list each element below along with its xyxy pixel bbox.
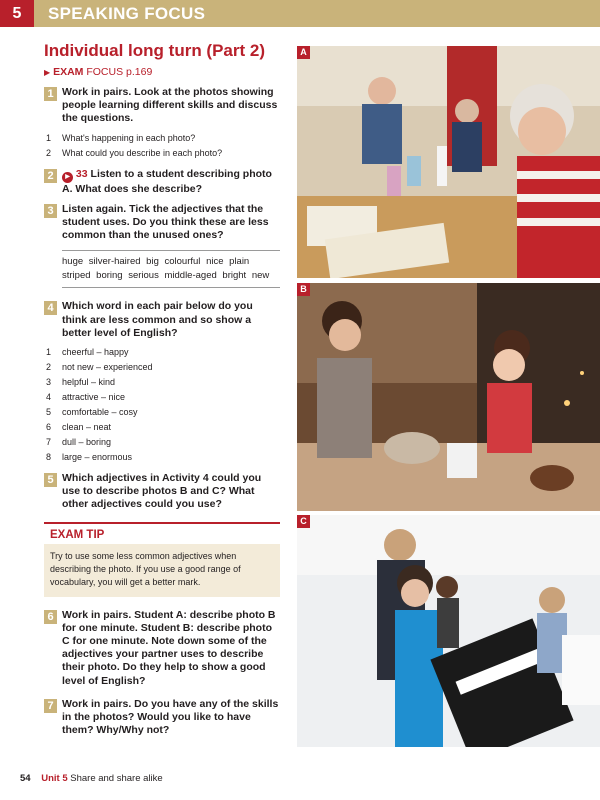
photo-label: A [297, 46, 310, 59]
adjective: plain [229, 256, 250, 268]
adjective: new [251, 270, 270, 282]
list-item [44, 360, 280, 375]
page-number: 54 [20, 773, 31, 784]
item-number: 4 [46, 392, 52, 403]
triangle-icon: ▶ [44, 68, 51, 77]
item-text: helpful – kind [62, 377, 116, 388]
exam-focus-text: FOCUS p.169 [86, 66, 153, 78]
list-item [44, 345, 280, 360]
audio-play-icon[interactable]: ▶ [62, 172, 73, 183]
exam-tip-text: Try to use some less common adjectives when describing the photo. If you use a good range of vocabulary, you will get a better mark. [50, 550, 241, 587]
footer-unit: Unit 5 [41, 773, 68, 784]
exam-tip-title: EXAM TIP [44, 522, 280, 544]
item-number: 8 [46, 452, 52, 463]
list-item [44, 435, 280, 450]
adjective: bright [222, 270, 247, 282]
exam-focus-bold: EXAM [53, 66, 84, 78]
list-item [44, 146, 280, 161]
baking-illustration [297, 283, 600, 511]
exam-focus-reference [44, 66, 280, 78]
footer-unit-title: Share and share alike [70, 773, 163, 784]
item-number: 3 [46, 377, 52, 388]
activity-3 [44, 203, 280, 243]
activity-number: 6 [44, 610, 57, 624]
activity-5 [44, 472, 280, 512]
activity-number: 5 [44, 473, 57, 487]
list-item [44, 131, 280, 146]
adjective: serious [128, 270, 159, 282]
activity-text: Listen to a student describing photo A. What does she describe? [62, 167, 272, 195]
item-text: cheerful – happy [62, 347, 129, 358]
page-footer [20, 773, 163, 784]
item-number: 1 [46, 132, 52, 143]
photo-label: B [297, 283, 310, 296]
adjective: nice [206, 256, 224, 268]
audio-track-number: 33 [75, 167, 88, 180]
activity-instruction: Work in pairs. Student A: describe photo B for one minute. Student B: describe photo C for one minute. Note down some of the adjectives your partner uses to describe their photo. Do they help to show a good level of English? [62, 608, 276, 687]
adjective: silver-haired [88, 256, 141, 268]
activity-instruction [62, 168, 280, 196]
activity-instruction: Listen again. Tick the adjectives that the student uses. Do you think these are less common than the unused ones? [62, 202, 269, 242]
activity-4 [44, 300, 280, 340]
activity-number: 1 [44, 87, 57, 101]
activity-1 [44, 86, 280, 126]
item-text: What's happening in each photo? [62, 132, 196, 143]
adjective: colourful [164, 256, 201, 268]
piano-class-illustration [297, 515, 600, 747]
list-item [44, 420, 280, 435]
photo-b [297, 283, 600, 511]
adjective: big [146, 256, 159, 268]
item-text: attractive – nice [62, 392, 126, 403]
activity-2 [44, 168, 280, 196]
adjective: middle-aged [164, 270, 217, 282]
activity-instruction: Work in pairs. Look at the photos showing people learning different skills and discuss the questions. [62, 86, 278, 125]
item-number: 6 [46, 422, 52, 433]
page-title: Individual long turn (Part 2) [44, 41, 265, 60]
exam-tip-box [44, 522, 280, 597]
question-list [44, 131, 280, 161]
unit-number-badge: 5 [0, 0, 34, 27]
activity-number: 3 [44, 204, 57, 218]
painting-class-illustration [297, 46, 600, 278]
activity-6 [44, 609, 280, 688]
item-number: 5 [46, 407, 52, 418]
item-text: not new – experienced [62, 362, 153, 373]
list-item [44, 390, 280, 405]
adjective-box [62, 250, 280, 288]
photo-a [297, 46, 600, 278]
item-text: clean – neat [62, 422, 112, 433]
photo-label: C [297, 515, 310, 528]
section-title: SPEAKING FOCUS [48, 4, 206, 23]
item-number: 7 [46, 437, 52, 448]
list-item [44, 375, 280, 390]
item-number: 2 [46, 362, 52, 373]
adjective: boring [96, 270, 123, 282]
item-number: 1 [46, 347, 52, 358]
adjective: striped [62, 270, 91, 282]
word-pair-list [44, 345, 280, 465]
activity-number: 4 [44, 301, 57, 315]
item-text: dull – boring [62, 437, 112, 448]
activity-instruction: Which adjectives in Activity 4 could you use to describe photos B and C? What other adjectives could you use? [62, 472, 262, 511]
adjective: huge [62, 256, 84, 268]
activity-7 [44, 698, 280, 738]
list-item [44, 405, 280, 420]
item-text: large – enormous [62, 452, 133, 463]
activity-number: 2 [44, 169, 57, 183]
activity-instruction: Which word in each pair below do you think are less common and so show a better level of English? [62, 300, 253, 339]
photo-c [297, 515, 600, 747]
activities-column [44, 40, 280, 737]
activity-instruction: Work in pairs. Do you have any of the skills in the photos? Would you like to have them? Why/Why not? [62, 697, 279, 737]
activity-number: 7 [44, 699, 57, 713]
item-text: comfortable – cosy [62, 407, 138, 418]
list-item [44, 450, 280, 465]
item-number: 2 [46, 147, 52, 158]
item-text: What could you describe in each photo? [62, 147, 223, 158]
